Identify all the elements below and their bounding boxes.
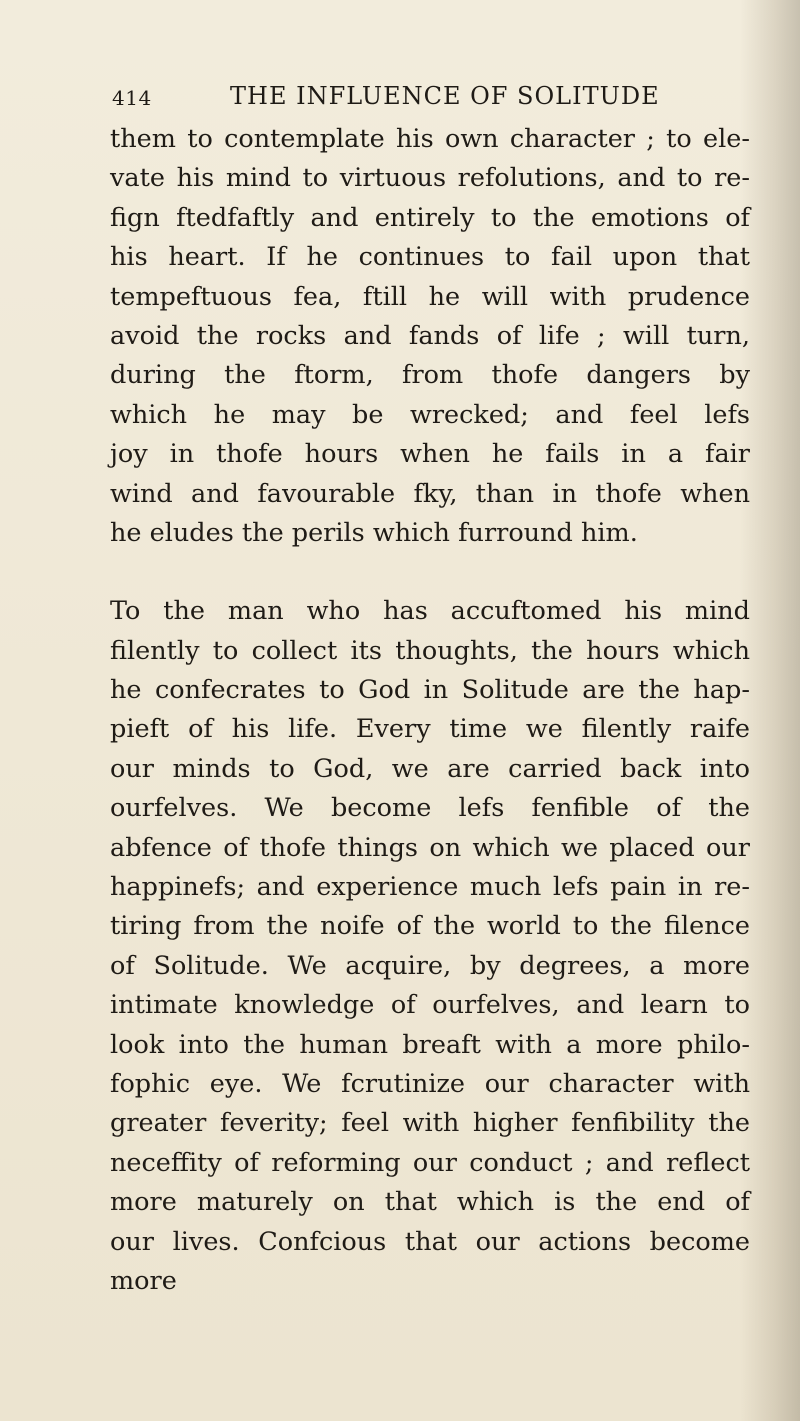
page-number: 414 <box>112 86 152 110</box>
text-line: greater feverity; feel with higher fenfibility the <box>110 1108 750 1139</box>
text-line: our minds to God, we are carried back into <box>110 753 750 784</box>
text-line: which he may be wrecked; and feel lefs <box>110 399 750 430</box>
catchword: more <box>110 1265 177 1296</box>
text-line: neceffity of reforming our conduct ; and reflect <box>110 1147 750 1178</box>
text-line: look into the human breaft with a more philo- <box>110 1029 750 1060</box>
paragraph <box>110 120 750 553</box>
text-line: fign ftedfaftly and entirely to the emotions of <box>110 202 750 233</box>
paragraph-gap <box>110 553 750 592</box>
body-text <box>110 120 750 1301</box>
text-line: of Solitude. We acquire, by degrees, a more <box>110 950 750 981</box>
text-line: vate his mind to virtuous refolutions, and to re- <box>110 163 750 194</box>
paragraph <box>110 592 750 1262</box>
page-header <box>112 82 672 118</box>
text-line: tempeftuous fea, ftill he will with prudence <box>110 281 750 312</box>
text-line: pieft of his life. Every time we filently raife <box>110 714 750 745</box>
text-line: fophic eye. We fcrutinize our character with <box>110 1068 750 1099</box>
text-line: intimate knowledge of ourfelves, and learn to <box>110 990 750 1021</box>
text-line: abfence of thofe things on which we placed our <box>110 832 750 863</box>
text-line: our lives. Confcious that our actions become <box>110 1226 750 1257</box>
running-head: THE INFLUENCE OF SOLITUDE <box>230 82 660 110</box>
text-line: avoid the rocks and fands of life ; will turn, <box>110 320 750 351</box>
text-line: during the ftorm, from thofe dangers by <box>110 360 750 391</box>
text-line: tiring from the noife of the world to the filence <box>110 911 750 942</box>
text-line: joy in thofe hours when he fails in a fair <box>110 439 750 470</box>
text-line: he eludes the perils which furround him. <box>110 517 638 548</box>
text-line: them to contemplate his own character ; to ele- <box>110 124 750 154</box>
text-line: he confecrates to God in Solitude are the hap- <box>110 675 750 706</box>
text-line: ourfelves. We become lefs fenfible of the <box>110 793 750 824</box>
text-line: his heart. If he continues to fail upon that <box>110 242 750 273</box>
text-line: wind and favourable fky, than in thofe when <box>110 478 750 509</box>
text-line: To the man who has accuftomed his mind <box>110 596 750 627</box>
text-line: more maturely on that which is the end of <box>110 1187 750 1218</box>
text-line: filently to collect its thoughts, the hours which <box>110 635 750 666</box>
text-line: happinefs; and experience much lefs pain in re- <box>110 872 750 903</box>
